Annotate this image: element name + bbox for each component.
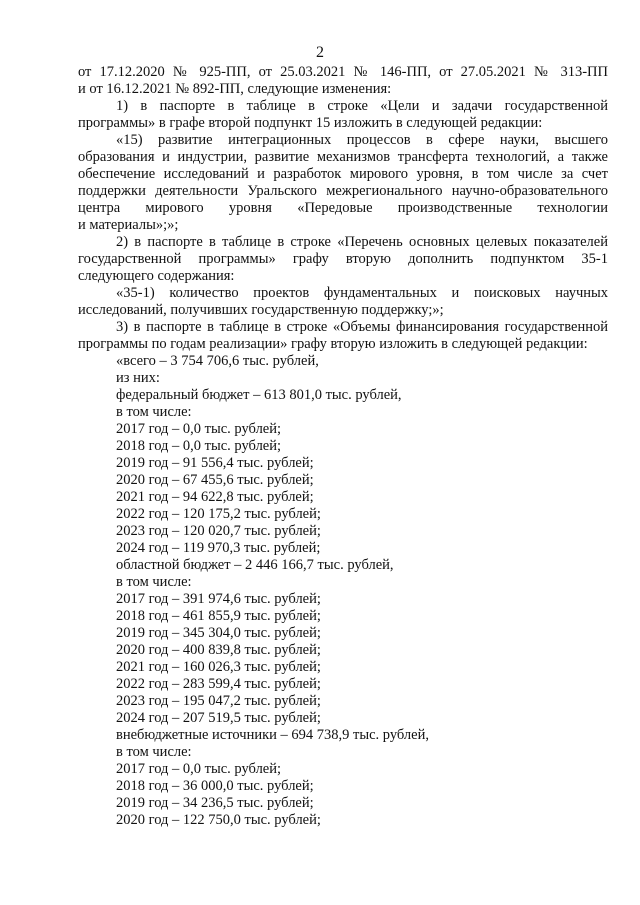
text-line: «35-1) количество проектов фундаментальных и поисковых научных: [116, 285, 608, 301]
text-line: исследований, получивших государственную поддержку;»;: [78, 302, 444, 318]
funding-line: 2020 год – 122 750,0 тыс. рублей;: [116, 812, 321, 828]
text-line: следующего содержания:: [78, 268, 235, 284]
funding-line: в том числе:: [116, 574, 192, 590]
text-line: 3) в паспорте в таблице в строке «Объемы финансирования государственной: [116, 319, 608, 335]
funding-line: 2021 год – 94 622,8 тыс. рублей;: [116, 489, 314, 505]
text-line: государственной программы» графу вторую дополнить подпунктом 35-1: [78, 251, 608, 267]
funding-line: «всего – 3 754 706,6 тыс. рублей,: [116, 353, 319, 369]
funding-line: 2018 год – 461 855,9 тыс. рублей;: [116, 608, 321, 624]
funding-line: 2024 год – 207 519,5 тыс. рублей;: [116, 710, 321, 726]
funding-line: 2023 год – 120 020,7 тыс. рублей;: [116, 523, 321, 539]
document-body: [78, 64, 608, 829]
text-line: от 17.12.2020 № 925-ПП, от 25.03.2021 № 146-ПП, от 27.05.2021 № 313-ПП: [78, 64, 608, 80]
text-line: поддержки деятельности Уральского межрегионального научно-образовательного: [78, 183, 608, 199]
text-line: «15) развитие интеграционных процессов в сфере науки, высшего: [116, 132, 608, 148]
funding-line: федеральный бюджет – 613 801,0 тыс. рублей,: [116, 387, 402, 403]
funding-line: 2017 год – 0,0 тыс. рублей;: [116, 761, 282, 777]
funding-line: в том числе:: [116, 744, 192, 760]
funding-line: 2018 год – 36 000,0 тыс. рублей;: [116, 778, 314, 794]
text-line: 2) в паспорте в таблице в строке «Перечень основных целевых показателей: [116, 234, 608, 250]
funding-line: 2022 год – 283 599,4 тыс. рублей;: [116, 676, 321, 692]
text-line: центра мирового уровня «Передовые производственные технологии: [78, 200, 608, 216]
funding-line: 2020 год – 67 455,6 тыс. рублей;: [116, 472, 314, 488]
funding-line: 2023 год – 195 047,2 тыс. рублей;: [116, 693, 321, 709]
funding-line: 2017 год – 391 974,6 тыс. рублей;: [116, 591, 321, 607]
funding-line: 2020 год – 400 839,8 тыс. рублей;: [116, 642, 321, 658]
funding-line: 2018 год – 0,0 тыс. рублей;: [116, 438, 282, 454]
funding-line: внебюджетные источники – 694 738,9 тыс. рублей,: [116, 727, 429, 743]
funding-line: в том числе:: [116, 404, 192, 420]
funding-line: областной бюджет – 2 446 166,7 тыс. рублей,: [116, 557, 394, 573]
funding-line: 2019 год – 345 304,0 тыс. рублей;: [116, 625, 321, 641]
funding-line: 2017 год – 0,0 тыс. рублей;: [116, 421, 282, 437]
text-line: программы по годам реализации» графу вторую изложить в следующей редакции:: [78, 336, 588, 352]
funding-line: 2019 год – 91 556,4 тыс. рублей;: [116, 455, 314, 471]
text-line: 1) в паспорте в таблице в строке «Цели и задачи государственной: [116, 98, 608, 114]
text-line: программы» в графе второй подпункт 15 изложить в следующей редакции:: [78, 115, 543, 131]
funding-list: [78, 353, 608, 829]
funding-line: 2022 год – 120 175,2 тыс. рублей;: [116, 506, 321, 522]
text-line: и материалы»;»;: [78, 217, 179, 233]
text-line: и от 16.12.2021 № 892-ПП, следующие изменения:: [78, 81, 392, 97]
text-line: обеспечение исследований и разработок мирового уровня, в том числе за счет: [78, 166, 608, 182]
page-number: 2: [316, 44, 324, 61]
funding-line: 2019 год – 34 236,5 тыс. рублей;: [116, 795, 314, 811]
text-line: образования и индустрии, развитие механизмов трансферта технологий, а также: [78, 149, 608, 165]
funding-line: 2021 год – 160 026,3 тыс. рублей;: [116, 659, 321, 675]
funding-line: из них:: [116, 370, 160, 386]
funding-line: 2024 год – 119 970,3 тыс. рублей;: [116, 540, 321, 556]
